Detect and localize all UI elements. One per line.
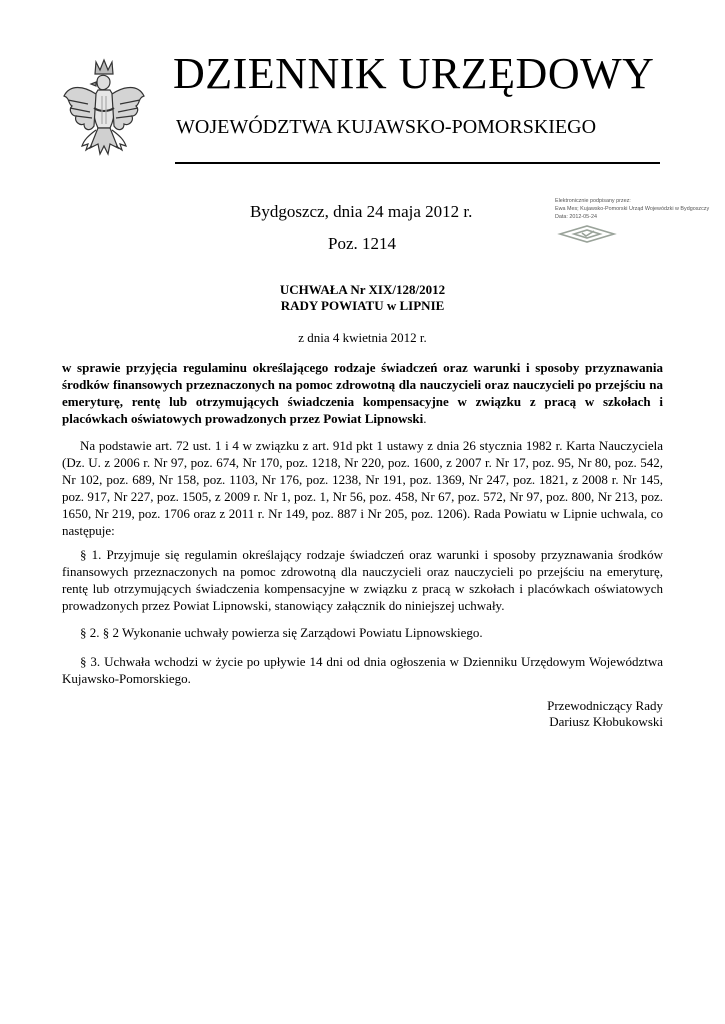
signatory-name: Dariusz Kłobukowski [549, 714, 663, 729]
gazette-subtitle: WOJEWÓDZTWA KUJAWSKO-POMORSKIEGO [176, 116, 597, 138]
legal-basis-paragraph: Na podstawie art. 72 ust. 1 i 4 w związku z art. 91d pkt 1 ustawy z dnia 26 stycznia 1982 r. Karta Nauczyciela (Dz. U. z 2006 r. Nr 97, poz. 674, Nr 170, poz. 1218, Nr 220, poz. 1600, z 2007 r. Nr 17, poz. 95, Nr 80, poz. 542, Nr 102, poz. 689, Nr 158, poz. 1103, Nr 176, poz. 1238, Nr 191, poz. 1369, Nr 247, poz. 1821, z 2008 r. Nr 145, poz. 917, Nr 227, poz. 1505, z 2009 r. Nr 1, poz. 1, Nr 56, poz. 458, Nr 67, poz. 572, Nr 97, poz. 800, Nr 213, poz. 1650, Nr 219, poz. 1706 oraz z 2011 r. Nr 149, poz. 887 i Nr 205, poz. 1206). Rada Powiatu w Lipnie uchwala, co następuje: [62, 438, 663, 538]
gazette-title: DZIENNIK URZĘDOWY [173, 49, 655, 98]
electronic-signature-info [555, 197, 720, 221]
esig-line-2: Ewa Mes; Kujawsko-Pomorski Urząd Wojewódzki w Bydgoszczy [555, 206, 710, 212]
signature-verification-icon [556, 224, 618, 244]
resolution-number: UCHWAŁA Nr XIX/128/2012 [279, 282, 446, 297]
resolution-subject-end: . [423, 411, 427, 426]
esig-line-1: Elektronicznie podpisany przez: [555, 198, 631, 204]
section-1-paragraph: § 1. Przyjmuje się regulamin określający rodzaje świadczeń oraz warunki i sposoby przyznawania środków finansowych przeznaczonych na pomoc zdrowotną dla nauczycieli oraz nauczycieli po przejściu na emeryturę, rentę lub otrzymujących świadczenia kompensacyjne w związku z pracą w szkołach i placówkach oświatowych prowadzonych przez Powiat Lipnowski, stanowiący załącznik do niniejszej uchwały. [62, 547, 663, 613]
section-3-paragraph: § 3. Uchwała wchodzi w życie po upływie 14 dni od dnia ogłoszenia w Dzienniku Urzędowym Województwa Kujawsko-Pomorskiego. [62, 654, 663, 686]
resolution-subject-text: w sprawie przyjęcia regulaminu określającego rodzaje świadczeń oraz warunki i sposoby przyznawania środków finansowych przeznaczonych na pomoc zdrowotną dla nauczycieli oraz nauczycieli po przejściu na emeryturę, rentę lub otrzymujących świadczenia kompensacyjne w związku z pracą w szkołach i placówkach oświatowych prowadzonych przez Powiat Lipnowski [62, 360, 663, 426]
esig-line-3: Data: 2012-05-24 [555, 214, 597, 220]
resolution-body: RADY POWIATU w LIPNIE [280, 298, 445, 313]
resolution-date: z dnia 4 kwietnia 2012 r. [298, 330, 427, 345]
polish-eagle-icon [60, 56, 148, 166]
position-number: Poz. 1214 [328, 234, 396, 253]
resolution-subject [62, 359, 663, 427]
section-2-paragraph: § 2. § 2 Wykonanie uchwały powierza się Zarządowi Powiatu Lipnowskiego. [80, 625, 483, 640]
masthead-divider [175, 162, 660, 164]
place-and-date: Bydgoszcz, dnia 24 maja 2012 r. [250, 202, 473, 221]
signatory-role: Przewodniczący Rady [547, 698, 663, 713]
